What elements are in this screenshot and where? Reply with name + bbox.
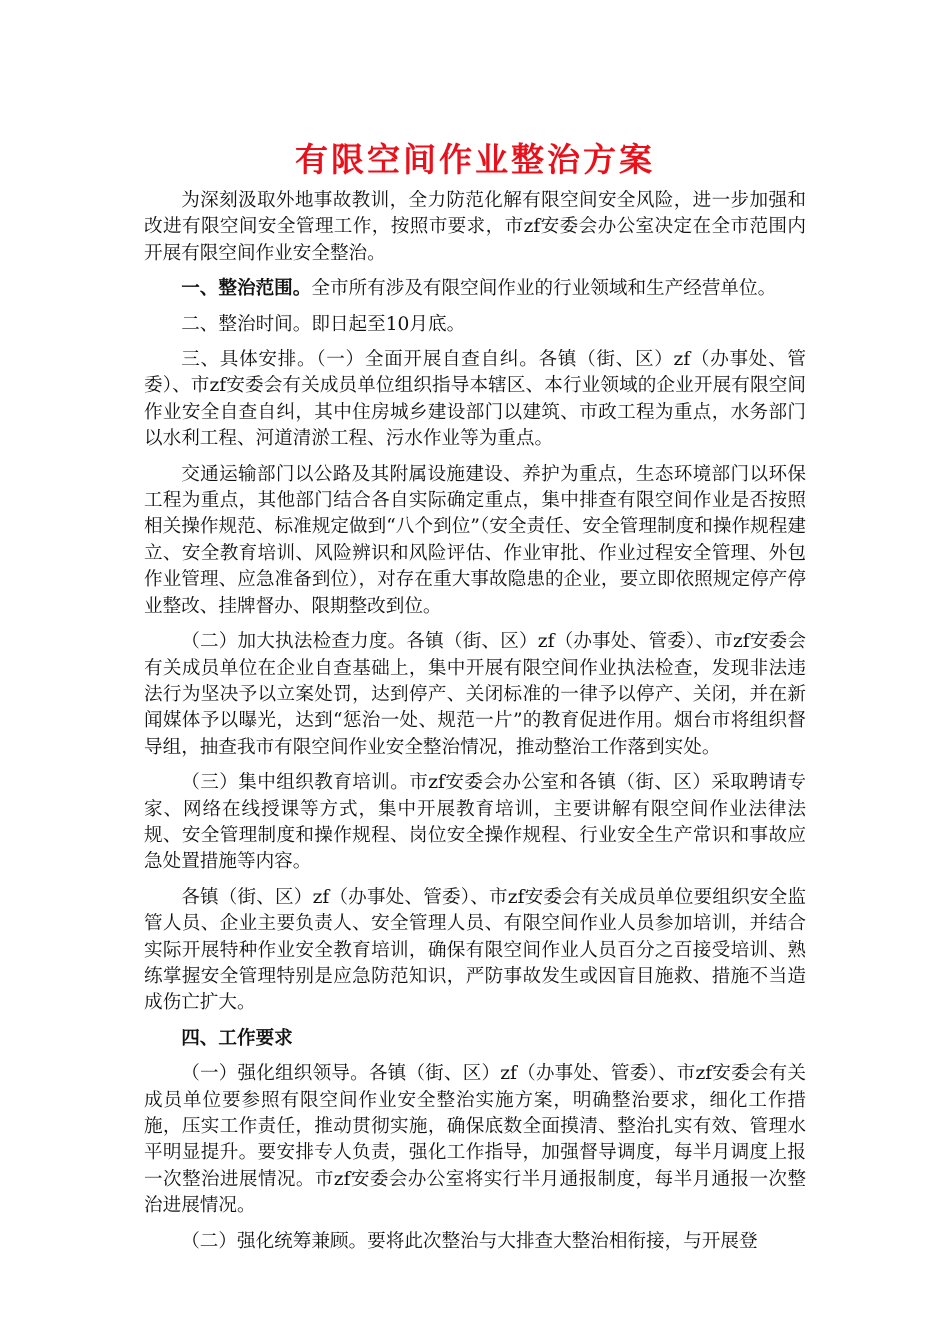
document-title: 有限空间作业整治方案 bbox=[295, 140, 655, 179]
paragraph-text: 三、具体安排。（一）全面开展自查自纠。各镇（街、区）zf（办事处、管委）、市zf安委会有关成员单位组织指导本辖区、本行业领域的企业开展有限空间作业安全自查自纠，其中住房城乡建设部门以建筑、市政工程为重点，水务部门以水利工程、河道清淤工程、污水作业等为重点。 bbox=[144, 349, 806, 450]
paragraph-scope bbox=[144, 276, 806, 302]
paragraph-coordination bbox=[144, 1229, 806, 1255]
paragraph-text: （一）强化组织领导。各镇（街、区）zf（办事处、管委）、市zf安委会有关成员单位要参照有限空间作业安全整治实施方案，明确整治要求，细化工作措施，压实工作责任，推动贯彻实施，确保底数全面摸清、整治扎实有效、管理水平明显提升。要安排专人负责，强化工作指导，加强督导调度，每半月调度上报一次整治进展情况。市zf安委会办公室将实行半月通报制度，每半月通报一次整治进展情况。 bbox=[144, 1063, 806, 1217]
paragraph-text: 为深刻汲取外地事故教训，全力防范化解有限空间安全风险，进一步加强和改进有限空间安全管理工作，按照市要求，市zf安委会办公室决定在全市范围内开展有限空间作业安全整治。 bbox=[144, 190, 806, 264]
section-heading: 一、整治范围。 bbox=[181, 278, 312, 300]
paragraph-text: （三）集中组织教育培训。市zf安委会办公室和各镇（街、区）采取聘请专家、网络在线授课等方式，集中开展教育培训，主要讲解有限空间作业法律法规、安全管理制度和操作规程、岗位安全操作规程、行业安全生产常识和事故应急处置措施等内容。 bbox=[144, 772, 806, 873]
section-heading: 四、工作要求 bbox=[181, 1027, 293, 1049]
paragraph-text: 全市所有涉及有限空间作业的行业领域和生产经营单位。 bbox=[311, 278, 777, 300]
paragraph-training bbox=[144, 770, 806, 876]
paragraph-leadership bbox=[144, 1061, 806, 1219]
paragraph-transport bbox=[144, 462, 806, 620]
paragraph-text: 各镇（街、区）zf（办事处、管委）、市zf安委会有关成员单位要组织安全监管人员、企业主要负责人、安全管理人员、有限空间作业人员参加培训，并结合实际开展特种作业安全教育培训，确保有限空间作业人员百分之百接受培训、熟练掌握安全管理特别是应急防范知识，严防事故发生或因盲目施救、措施不当造成伤亡扩大。 bbox=[144, 886, 806, 1014]
paragraph-requirements-heading bbox=[144, 1026, 806, 1052]
paragraph-time bbox=[144, 312, 806, 338]
paragraph-text: 二、整治时间。即日起至10月底。 bbox=[181, 313, 466, 335]
paragraph-arrangement bbox=[144, 347, 806, 453]
paragraph-training-units bbox=[144, 885, 806, 1017]
document-body bbox=[144, 188, 806, 1264]
paragraph-text: （二）加大执法检查力度。各镇（街、区）zf（办事处、管委）、市zf安委会有关成员单位在企业自查基础上，集中开展有限空间作业执法检查，发现非法违法行为坚决予以立案处罚，达到停产、关闭标准的一律予以停产、关闭，并在新闻媒体予以曝光，达到“惩治一处、规范一片”的教育促进作用。烟台市将组织督导组，抽查我市有限空间作业安全整治情况，推动整治工作落到实处。 bbox=[144, 631, 806, 758]
paragraph-intro bbox=[144, 188, 806, 267]
paragraph-text: 交通运输部门以公路及其附属设施建设、养护为重点，生态环境部门以环保工程为重点，其他部门结合各自实际确定重点，集中排查有限空间作业是否按照相关操作规范、标准规定做到“八个到位”（安全责任、安全管理制度和操作规程建立、安全教育培训、风险辨识和风险评估、作业审批、作业过程安全管理、外包作业管理、应急准备到位），对存在重大事故隐患的企业，要立即依照规定停产停业整改、挂牌督办、限期整改到位。 bbox=[144, 463, 806, 617]
paragraph-enforcement bbox=[144, 629, 806, 761]
paragraph-text: （二）强化统筹兼顾。要将此次整治与大排查大整治相衔接，与开展登 bbox=[181, 1230, 758, 1252]
